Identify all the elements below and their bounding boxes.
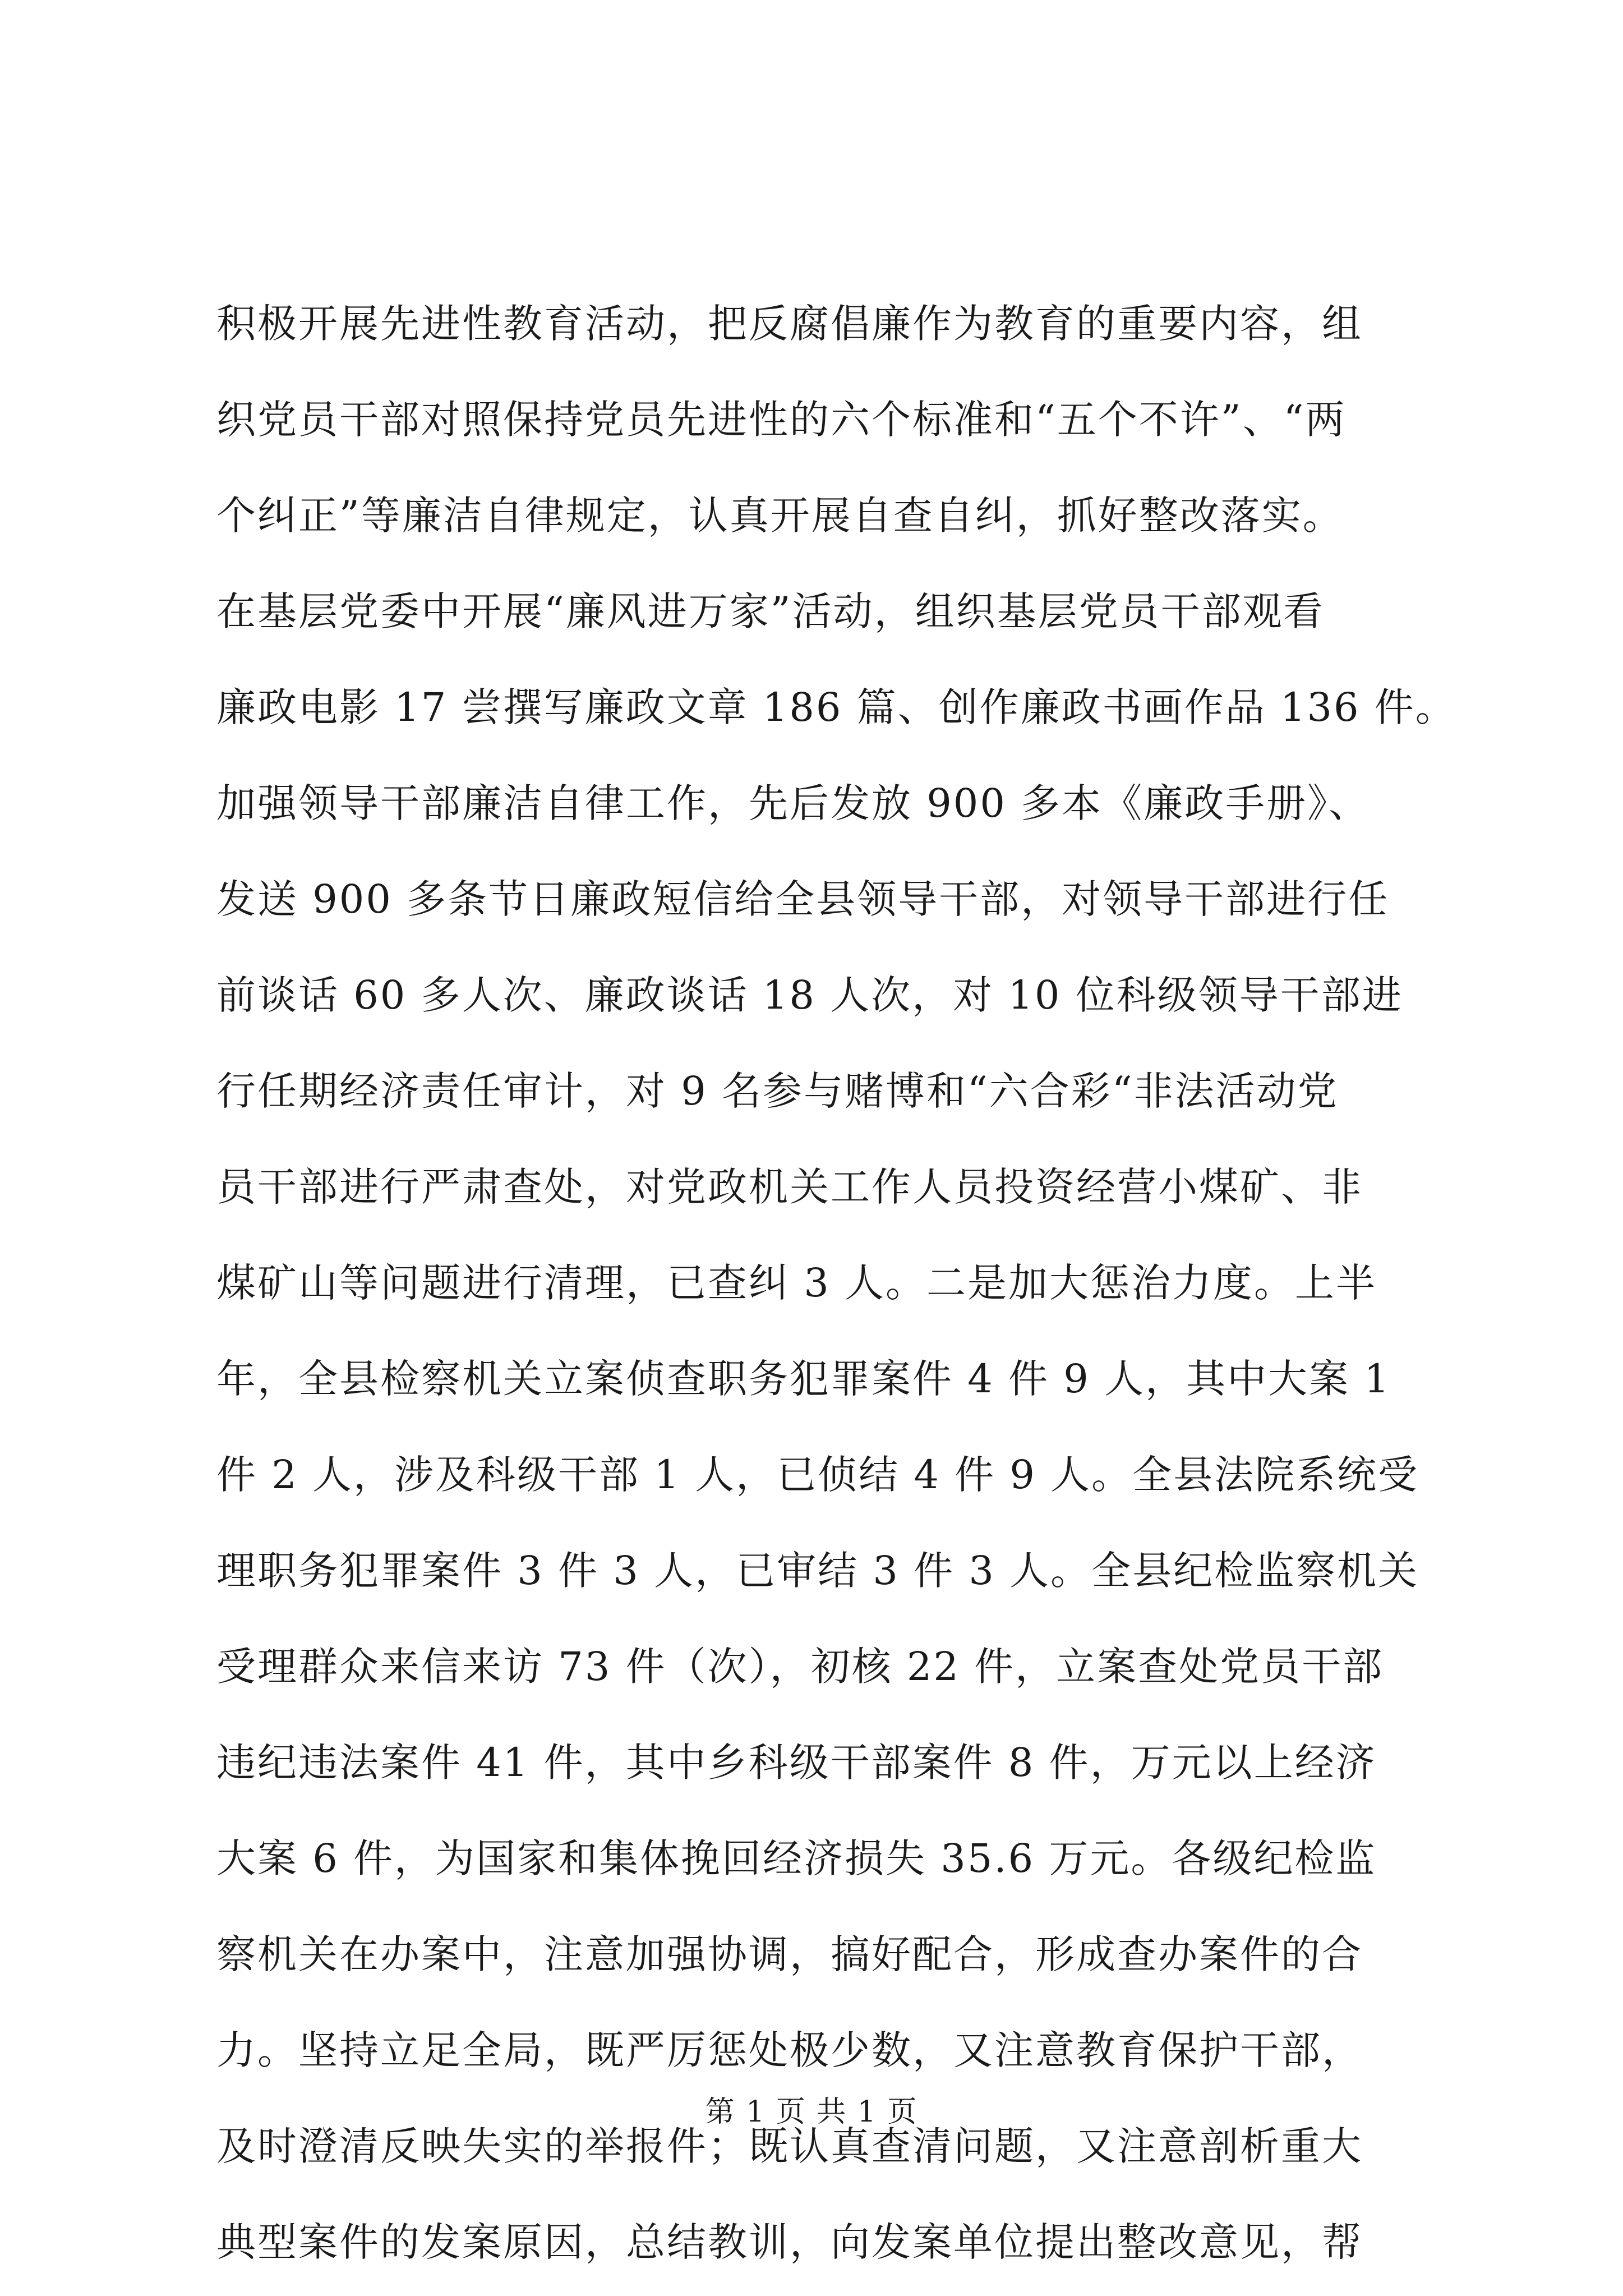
document-body [216,276,1456,2290]
text-line: 受理群众来信来访 73 件（次），初核 22 件，立案查处党员干部 [216,1644,1384,1690]
text-line: 织党员干部对照保持党员先进性的六个标准和“五个不许”、“两 [216,397,1347,443]
text-line: 年，全县检察机关立案侦查职务犯罪案件 4 件 9 人，其中大案 1 [216,1356,1391,1402]
text-line: 发送 900 多条节日廉政短信给全县领导干部，对领导干部进行任 [216,876,1390,922]
text-line: 违纪违法案件 41 件，其中乡科级干部案件 8 件，万元以上经济 [216,1740,1377,1786]
text-line: 典型案件的发案原因，总结教训，向发案单位提出整改意见，帮 [216,2219,1363,2265]
text-line: 前谈话 60 多人次、廉政谈话 18 人次，对 10 位科级领导干部进 [216,972,1403,1018]
text-line: 在基层党委中开展“廉风进万家”活动，组织基层党员干部观看 [216,588,1325,634]
text-line: 员干部进行严肃查处，对党政机关工作人员投资经营小煤矿、非 [216,1164,1363,1210]
text-line: 个纠正”等廉洁自律规定，认真开展自查自纠，抓好整改落实。 [216,493,1344,539]
text-line: 煤矿山等问题进行清理，已查纠 3 人。二是加大惩治力度。上半 [216,1260,1377,1306]
text-line: 力。坚持立足全局，既严厉惩处极少数，又注意教育保护干部， [216,2027,1363,2073]
text-line: 理职务犯罪案件 3 件 3 人，已审结 3 件 3 人。全县纪检监察机关 [216,1548,1419,1594]
text-line: 件 2 人，涉及科级干部 1 人，已侦结 4 件 9 人。全县法院系统受 [216,1452,1419,1498]
page-number-label: 第 1 页 共 1 页 [705,2095,918,2129]
text-line: 及时澄清反映失实的举报件；既认真查清问题，又注意剖析重大 [216,2123,1363,2169]
text-line: 行任期经济责任审计，对 9 名参与赌博和“六合彩“非法活动党 [216,1068,1339,1114]
page-footer [0,2090,1623,2134]
text-line: 廉政电影 17 尝撰写廉政文章 186 篇、创作廉政书画作品 136 件。 [216,684,1456,730]
text-line: 积极开展先进性教育活动，把反腐倡廉作为教育的重要内容，组 [216,301,1363,347]
text-line: 察机关在办案中，注意加强协调，搞好配合，形成查办案件的合 [216,1931,1363,1977]
text-line: 加强领导干部廉洁自律工作，先后发放 900 多本《廉政手册》、 [216,780,1370,826]
text-line: 大案 6 件，为国家和集体挽回经济损失 35.6 万元。各级纪检监 [216,1835,1377,1881]
